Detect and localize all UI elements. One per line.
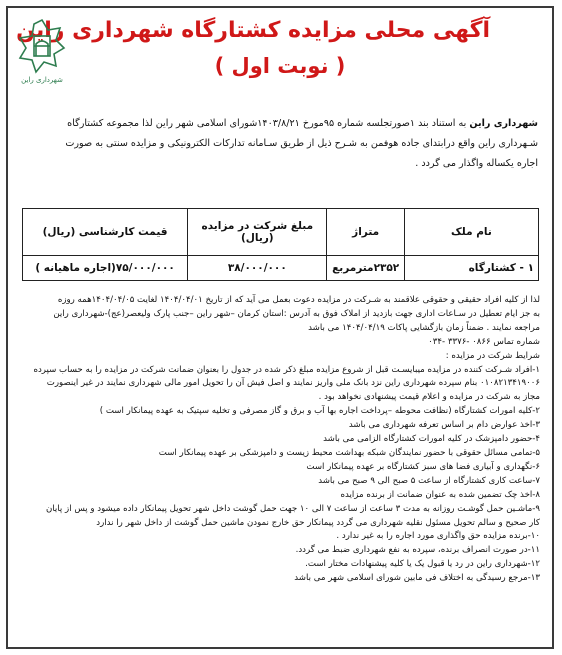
condition-item: ۱۱-در صورت انصراف برنده، سپرده به نفع شهرداری ضبط می گردد.	[295, 545, 540, 556]
condition-item: ۲-کلیه امورات کشتارگاه (نظافت محوطه –پرداخت اجاره بها آب و برق و گاز مصرفی و تخلیه سپتیک به عهده پیمانکار است )	[99, 406, 540, 417]
cell-area: ۲۳۵۲مترمربع	[327, 256, 404, 281]
cell-price: ۷۵/۰۰۰/۰۰۰(اجاره ماهیانه )	[23, 256, 188, 281]
intro-line-1: به استناد بند ۱صورتجلسه شماره ۹۵مورخ ۱۴۰۳/۸/۲۱شورای اسلامی شهر راین لذا مجموعه کشتارگاه	[67, 118, 470, 129]
condition-item: ۱۰-برنده مزایده حق واگذاری مورد اجاره را به غیر ندارد .	[336, 531, 540, 542]
condition-item: مجاز به شرکت در مزایده و اعلام قیمت پیشنهادی نخواهد بود .	[318, 392, 540, 403]
condition-item: ۴-حضور دامپزشک در کلیه امورات کشتارگاه الزامی می باشد	[323, 434, 540, 445]
intro-line-3: اجاره یکساله واگذار می گردد .	[415, 158, 538, 169]
table-row	[23, 256, 539, 281]
table-header-row	[23, 209, 539, 256]
svg-text:شهرداری راین: شهرداری راین	[21, 76, 63, 84]
notice-page	[6, 6, 554, 649]
condition-item: ۸-اخذ چک تضمین شده به عنوان ضمانت از برنده مزایده	[340, 489, 540, 500]
condition-item: ۱-افراد شـرکت کننده در مزایده میبایسـت قبل از شروع مزایده مبلغ ذکر شده در جدول را بعنوان ضمانت شرکت در مزایده را به حساب سپرده	[33, 364, 540, 375]
auction-table	[22, 208, 539, 281]
intro-line-2: شـهرداری راین واقع درابتدای جاده هوفمن به شـرح ذیل از طریق سـامانه تدارکات الکترونیکی و مزایده سنتی به صورت	[65, 138, 538, 149]
condition-item: ۷-ساعت کاری کشتارگاه از ساعت ۵ صبح الی ۹ صبح می باشد	[318, 475, 540, 486]
condition-item: ۱۲-شهرداری راین در رد یا قبول یک یا کلیه پیشنهادات مختار است.	[305, 559, 540, 570]
condition-item: ۱۳-مرجع رسیدگی به اختلاف فی مابین شورای اسلامی شهر می باشد	[294, 573, 540, 584]
condition-item: ۵-تمامی مسائل حقوقی با حضور نمایندگان شبکه بهداشت محیط زیست و دامپزشکی بر عهده پیمانکار است	[158, 447, 540, 458]
condition-item: کار صحیح و سالم تحویل مسئول نقلیه شهرداری می گردد پیمانکار حق خارج نمودن ماشین حمل گوشت از داخل شهر را ندارد	[96, 517, 540, 528]
cell-name: ۱ - کشتارگاه	[404, 256, 538, 281]
condition-item: ۳-اخذ عوارض دام بر اساس تعرفه شهرداری می باشد	[348, 420, 540, 431]
municipality-logo	[16, 16, 68, 88]
body-line: شماره تماس ۰۸۶۶ -۳۳۷۶ -۰۳۴	[428, 336, 540, 347]
body-line: مراجعه نمایند . ضمناً زمان بازگشایی پاکات ۱۴۰۴/۰۴/۱۹ می باشد	[308, 322, 540, 333]
header-deposit: مبلغ شرکت در مزایده (ریال)	[188, 209, 327, 256]
conditions-text	[16, 294, 540, 586]
intro-lead: شهرداری راین	[469, 118, 538, 129]
notice-round: ( نوبت اول )	[214, 54, 346, 78]
header-area: متراژ	[327, 209, 404, 256]
header-price: قیمت کارشناسی (ریال)	[23, 209, 188, 256]
body-line: به جز ایام تعطیل در سـاعات اداری جهت بازدید از املاک فوق به آدرس :استان کرمان –شهر راین –جنب پارک ولیعصر(عج)-شهرداری راین	[53, 308, 540, 319]
condition-item: ۹-ماشـین حمل گوشـت روزانه به مدت ۳ ساعت از ساعت ۷ الی ۱۰ جهت حمل گوشت داخل شهر تحویل پیمانکار داده میشود و پس از پایان	[45, 503, 540, 514]
notice-title: آگهی محلی مزایده کشتارگاه شهرداری راین	[16, 18, 490, 43]
condition-item: ۶-نگهداری و آبیاری فضا های سبز کشتارگاه بر عهده پیمانکار است	[306, 461, 540, 472]
cell-deposit: ۳۸/۰۰۰/۰۰۰	[188, 256, 327, 281]
header-name: نام ملک	[404, 209, 538, 256]
condition-item: ۰۱۰۸۲۱۳۴۱۹۰۰۶ بنام سپرده شهرداری راین نزد بانک ملی واریز نمایند و اصل فیش آن را تحویل امور مالی شهرداری نمایند در غیر اینصورت	[46, 378, 540, 389]
notice-header	[8, 8, 552, 108]
intro-paragraph	[22, 114, 538, 174]
body-line: شرایط شرکت در مزایده :	[445, 350, 540, 361]
body-line: لذا از کلیه افراد حقیقی و حقوقی علاقمند به شـرکت در مزایده دعوت بعمل می آید که از تاریخ ۱۴۰۴/۰۴/۰۱ لغایت ۱۴۰۴/۰۴/۰۵همه روزه	[57, 295, 540, 305]
